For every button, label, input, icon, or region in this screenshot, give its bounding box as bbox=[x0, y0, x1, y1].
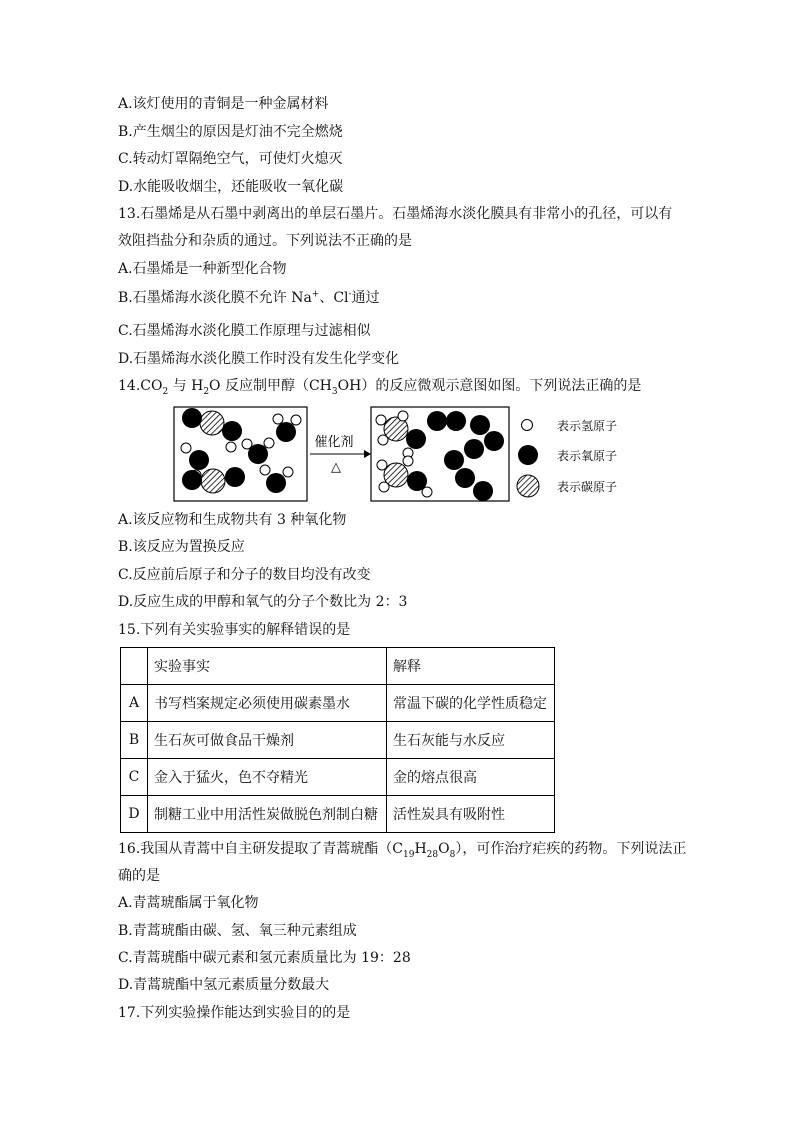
reactants-box bbox=[174, 407, 307, 501]
table-row: B 生石灰可做食品干燥剂 生石灰能与水反应 bbox=[121, 722, 555, 759]
q12-option-d: D.水能吸收烟尘，还能吸收一氧化碳 bbox=[118, 179, 344, 195]
table-row: D 制糖工业中用活性炭做脱色剂制白糖 活性炭具有吸附性 bbox=[121, 796, 555, 833]
reaction-diagram bbox=[172, 405, 632, 505]
legend-oxygen: 表示氧原子 bbox=[557, 449, 618, 463]
heat-symbol: △ bbox=[331, 460, 341, 475]
q16-option-d: D.青蒿琥酯中氢元素质量分数最大 bbox=[118, 977, 330, 993]
q16-option-c: C.青蒿琥酯中碳元素和氢元素质量比为 19：28 bbox=[118, 950, 411, 966]
oxygen-atom-icon bbox=[518, 445, 538, 465]
q12-option-b: B.产生烟尘的原因是灯油不完全燃烧 bbox=[118, 124, 343, 140]
q15-table bbox=[120, 647, 555, 833]
q12-option-c: C.转动灯罩隔绝空气，可使灯火熄灭 bbox=[118, 151, 343, 167]
q16-option-b: B.青蒿琥酯由碳、氢、氧三种元素组成 bbox=[118, 923, 357, 939]
q17-stem: 17.下列实验操作能达到实验目的的是 bbox=[118, 1005, 351, 1021]
legend-carbon: 表示碳原子 bbox=[557, 480, 618, 494]
arrow-head bbox=[364, 450, 371, 458]
q14-option-d: D.反应生成的甲醇和氧气的分子个数比为 2：3 bbox=[118, 594, 408, 610]
q12-option-a: A.该灯使用的青铜是一种金属材料 bbox=[118, 96, 329, 112]
q14-option-b: B.该反应为置换反应 bbox=[118, 539, 245, 555]
q14-stem: $14.CO_2$ 与 $H_2O$ 反应制甲醇$(CH_3OH)$的反应微观示意图如图。下列说法正确的是 bbox=[118, 378, 642, 397]
catalyst-label: 催化剂 bbox=[314, 435, 354, 450]
table-header-row: 实验事实 解释 bbox=[121, 648, 555, 685]
q16-stem-line1: 16.我国从青蒿中自主研发提取了青蒿琥酯$(C_{19}H_{28}O_8)$，可作治疗疟疾的药物。下列说法正 bbox=[118, 841, 687, 860]
q14-option-a: A.该反应物和生成物共有 3 种氧化物 bbox=[118, 512, 347, 528]
carbon-atom-icon bbox=[517, 475, 539, 497]
q13-stem-line2: 效阻挡盐分和杂质的通过。下列说法不正确的是 bbox=[118, 233, 412, 249]
hydrogen-atom-icon bbox=[522, 420, 533, 431]
table-row: C 金入于猛火，色不夺精光 金的熔点很高 bbox=[121, 759, 555, 796]
legend-hydrogen: 表示氢原子 bbox=[557, 419, 618, 433]
table-row: A 书写档案规定必须使用碳素墨水 常温下碳的化学性质稳定 bbox=[121, 685, 555, 722]
q16-option-a: A.青蒿琥酯属于氧化物 bbox=[118, 895, 259, 911]
q15-stem: 15.下列有关实验事实的解释错误的是 bbox=[118, 622, 351, 638]
legend bbox=[517, 419, 617, 497]
products-box bbox=[371, 407, 509, 501]
q13-option-a: A.石墨烯是一种新型化合物 bbox=[118, 261, 287, 277]
q13-stem-line1: 13.石墨烯是从石墨中剥离出的单层石墨片。石墨烯海水淡化膜具有非常小的孔径，可以有 bbox=[118, 206, 673, 222]
q13-option-b: B.石墨烯海水淡化膜不允许 Na+、Cl-通过 bbox=[118, 289, 380, 306]
q16-stem-line2: 确的是 bbox=[118, 868, 160, 884]
q14-option-c: C.反应前后原子和分子的数目均没有改变 bbox=[118, 567, 371, 583]
q13-option-c: C.石墨烯海水淡化膜工作原理与过滤相似 bbox=[118, 323, 371, 339]
q13-option-d: D.石墨烯海水淡化膜工作时没有发生化学变化 bbox=[118, 351, 400, 367]
